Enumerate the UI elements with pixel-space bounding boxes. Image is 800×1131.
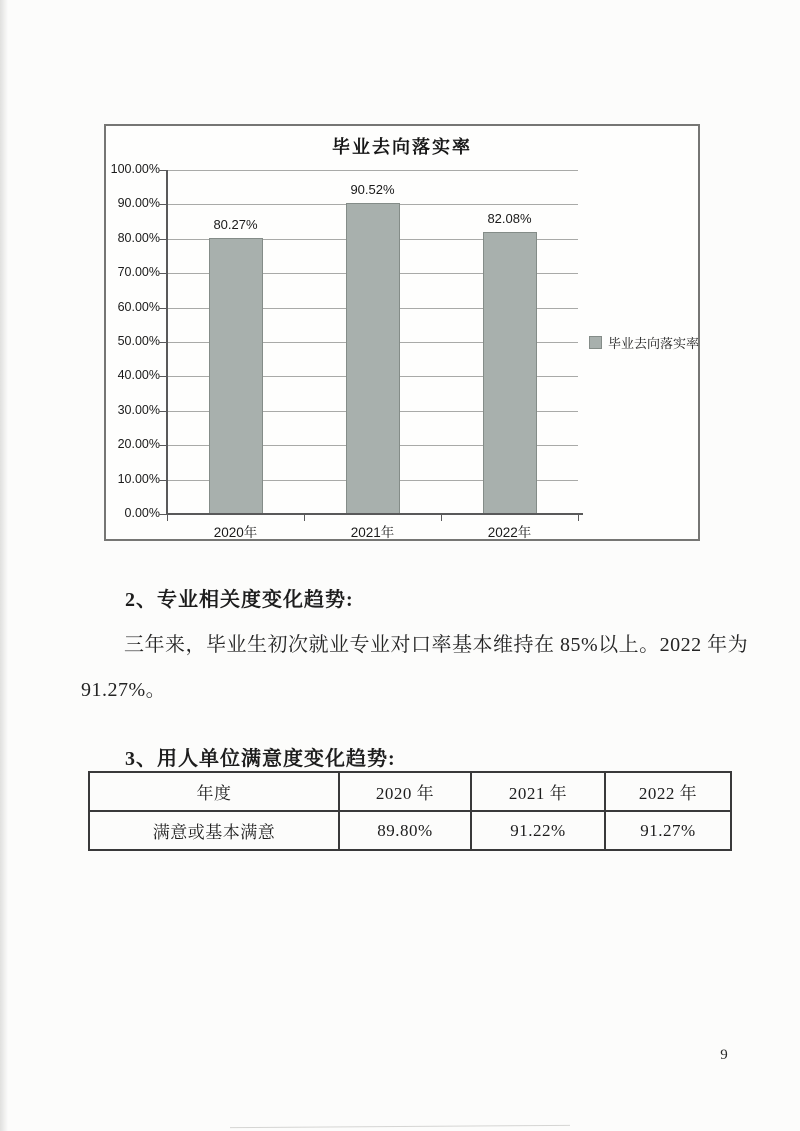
y-tick-label: 70.00% <box>117 265 160 280</box>
scan-bottom-artifact <box>230 1125 570 1128</box>
y-tick-label: 100.00% <box>110 162 160 176</box>
y-tick-mark <box>159 204 167 205</box>
x-axis-labels <box>167 521 578 543</box>
x-tick-mark <box>304 514 305 521</box>
y-tick-label: 0.00% <box>124 506 160 520</box>
bar-2021年 <box>346 203 400 514</box>
legend-swatch-icon <box>589 336 602 349</box>
chart-title: 毕业去向落实率 <box>332 137 472 157</box>
table-header-row <box>89 772 731 811</box>
x-category-label: 2020年 <box>213 525 258 540</box>
y-tick-label: 10.00% <box>117 471 160 486</box>
y-tick-label: 80.00% <box>117 230 160 245</box>
x-category-label: 2022年 <box>487 525 532 540</box>
bar-value-label: 90.52% <box>350 181 395 197</box>
bar-2020年 <box>209 238 263 514</box>
y-tick-mark <box>159 239 167 240</box>
y-tick-label: 50.00% <box>117 334 160 348</box>
bar-value-label: 82.08% <box>487 210 532 226</box>
y-tick-mark <box>159 445 167 446</box>
satisfaction-table <box>88 771 732 851</box>
table-header-2020: 2020 年 <box>339 772 471 811</box>
y-tick-mark <box>159 342 167 343</box>
gridline <box>167 170 578 171</box>
table-header-2022: 2022 年 <box>605 772 731 811</box>
y-tick-mark <box>159 514 167 515</box>
table-header-2021: 2021 年 <box>471 772 605 811</box>
table-header-year: 年度 <box>89 772 339 811</box>
table-row <box>89 811 731 850</box>
table-cell-2020: 89.80% <box>339 811 471 850</box>
y-tick-mark <box>159 480 167 481</box>
y-tick-mark <box>159 376 167 377</box>
legend-label: 毕业去向落实率 <box>608 336 700 351</box>
table-cell-2021: 91.22% <box>471 811 605 850</box>
paragraph-line-1: 三年来，毕业生初次就业专业对口率基本维持在 85%以上。2022 年为 <box>124 634 749 656</box>
x-category-label: 2021年 <box>350 525 395 540</box>
x-axis-line <box>166 513 583 515</box>
y-axis-labels <box>108 126 160 539</box>
chart-container <box>104 124 700 541</box>
y-tick-mark <box>159 170 167 171</box>
y-tick-label: 90.00% <box>117 196 160 211</box>
y-tick-label: 20.00% <box>117 437 160 452</box>
table-cell-2022: 91.27% <box>605 811 731 850</box>
y-tick-mark <box>159 273 167 274</box>
y-tick-mark <box>159 308 167 309</box>
chart-legend <box>589 333 699 352</box>
page-number: 9 <box>720 1047 728 1063</box>
x-tick-mark <box>441 514 442 521</box>
y-tick-label: 30.00% <box>117 402 160 417</box>
y-tick-mark <box>159 411 167 412</box>
section-heading-2: 2、专业相关度变化趋势: <box>125 589 354 611</box>
y-tick-label: 60.00% <box>117 299 160 314</box>
plot-area <box>167 170 578 514</box>
x-tick-mark <box>167 514 168 521</box>
scan-edge-artifact <box>0 0 8 1131</box>
bar-value-label: 80.27% <box>213 216 258 232</box>
y-tick-label: 40.00% <box>117 368 160 383</box>
x-tick-mark <box>578 514 579 521</box>
table-cell-label: 满意或基本满意 <box>89 811 339 850</box>
section-heading-3: 3、用人单位满意度变化趋势: <box>125 748 396 770</box>
bar-2022年 <box>483 232 537 514</box>
paragraph-line-2: 91.27%。 <box>81 679 167 701</box>
